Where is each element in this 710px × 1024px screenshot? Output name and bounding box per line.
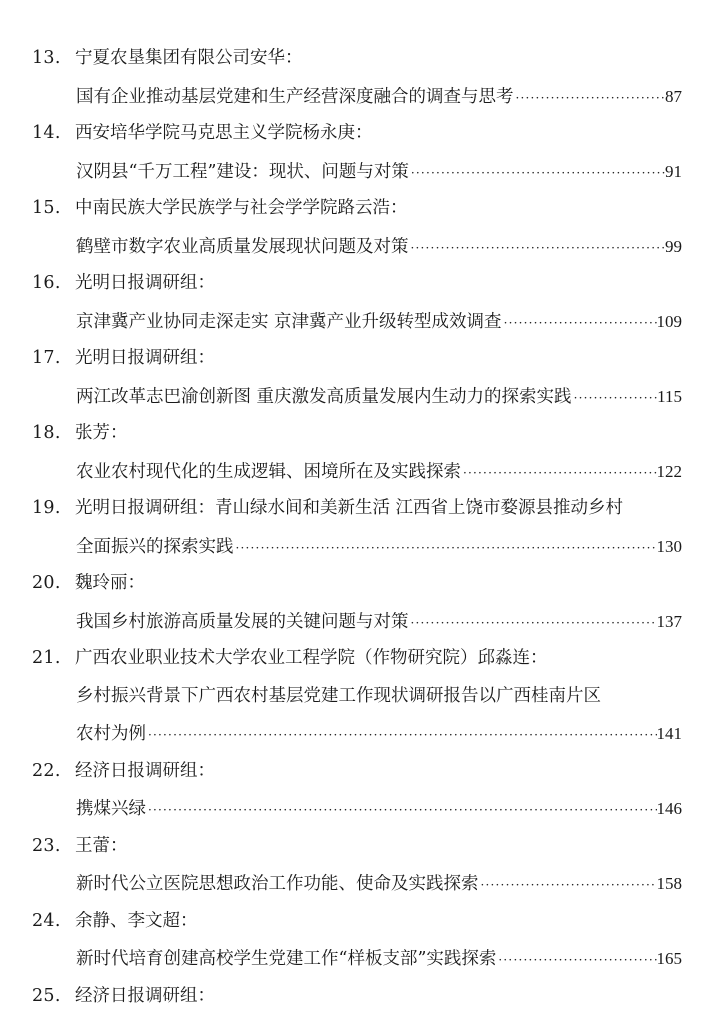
dot-leader (479, 867, 657, 905)
entry-header (0, 828, 710, 866)
entry-title-line[interactable] (0, 715, 710, 753)
entry-title-line[interactable] (0, 940, 710, 978)
entry-author: 西安培华学院马克思主义学院杨永庚： (75, 123, 373, 143)
toc-entry (0, 565, 710, 640)
dot-leader (514, 80, 666, 118)
entry-header (0, 115, 710, 153)
entry-title: 鹤壁市数字农业高质量发展现状问题及对策 (76, 236, 409, 257)
dot-leader (409, 230, 666, 268)
entry-author: 宁夏农垦集团有限公司安华： (75, 48, 303, 68)
dot-leader (496, 942, 656, 980)
toc-entry (0, 190, 710, 265)
entry-header (0, 753, 710, 791)
entry-page-number: 165 (656, 949, 682, 968)
entry-page-number: 141 (656, 724, 682, 743)
entry-author: 光明日报调研组：青山绿水间和美新生活 江西省上饶市婺源县推动乡村 (75, 498, 624, 518)
entry-header (0, 415, 710, 453)
toc-entry (0, 640, 710, 753)
entry-title: 乡村振兴背景下广西农村基层党建工作现状调研报告以广西桂南片区 (76, 685, 601, 706)
entry-page-number: 158 (656, 874, 682, 893)
entry-author: 经济日报调研组： (75, 985, 215, 1006)
toc-entry (0, 265, 710, 340)
toc-entry (0, 828, 710, 903)
entry-header (0, 490, 710, 528)
entry-page-number: 87 (665, 86, 682, 106)
entry-number: 21. (32, 648, 61, 668)
entry-title-line[interactable] (0, 78, 710, 116)
entry-header (0, 265, 710, 303)
entry-header (0, 190, 710, 228)
toc-entry (0, 978, 710, 1016)
entry-page-number: 146 (656, 799, 682, 818)
dot-leader (502, 305, 657, 343)
dot-leader (461, 455, 657, 493)
entry-page-number: 122 (656, 461, 682, 481)
entry-page-number: 130 (656, 536, 682, 556)
entry-title: 全面振兴的探索实践 (76, 536, 234, 557)
entry-title-line[interactable] (0, 603, 710, 641)
dot-leader (409, 605, 657, 643)
entry-header (0, 340, 710, 378)
toc-entry (0, 340, 710, 415)
entry-author: 张芳： (75, 423, 128, 443)
dot-leader (234, 530, 657, 568)
entry-number: 18. (32, 423, 61, 443)
entry-title-line[interactable] (0, 678, 710, 716)
entry-page-number: 137 (656, 611, 682, 631)
entry-number: 24. (32, 910, 61, 931)
entry-author: 魏玲丽： (75, 573, 145, 593)
entry-title: 农业农村现代化的生成逻辑、困境所在及实践探索 (76, 461, 461, 482)
entry-title-line[interactable] (0, 153, 710, 191)
entry-title: 两江改革志巴渝创新图 重庆激发高质量发展内生动力的探索实践 (76, 386, 572, 407)
table-of-contents (0, 40, 710, 1015)
toc-entry (0, 115, 710, 190)
entry-page-number: 115 (657, 386, 682, 406)
entry-number: 25. (32, 985, 61, 1006)
entry-author: 光明日报调研组： (75, 348, 215, 368)
entry-title-line[interactable] (0, 865, 710, 903)
entry-number: 13. (32, 48, 61, 68)
entry-number: 15. (32, 198, 61, 218)
toc-entry (0, 40, 710, 115)
entry-number: 14. (32, 123, 61, 143)
toc-entry (0, 903, 710, 978)
entry-title: 汉阴县“千万工程”建设：现状、问题与对策 (76, 161, 409, 182)
entry-number: 19. (32, 498, 61, 518)
toc-entry (0, 415, 710, 490)
entry-header (0, 40, 710, 78)
entry-author: 王蕾： (75, 835, 128, 856)
entry-header (0, 903, 710, 941)
entry-page-number: 99 (665, 236, 682, 256)
entry-title: 新时代培育创建高校学生党建工作“样板支部”实践探索 (76, 949, 497, 969)
entry-title-line[interactable] (0, 453, 710, 491)
entry-title: 国有企业推动基层党建和生产经营深度融合的调查与思考 (76, 86, 514, 107)
entry-title-line[interactable] (0, 378, 710, 416)
toc-entry (0, 490, 710, 565)
entry-header (0, 565, 710, 603)
entry-author: 余静、李文超： (75, 910, 198, 931)
entry-title: 京津冀产业协同走深走实 京津冀产业升级转型成效调查 (76, 311, 502, 332)
entry-number: 22. (32, 760, 61, 781)
entry-number: 17. (32, 348, 61, 368)
dot-leader (572, 380, 658, 418)
entry-title-line[interactable] (0, 790, 710, 828)
entry-number: 20. (32, 573, 61, 593)
entry-title-line[interactable] (0, 303, 710, 341)
entry-page-number: 91 (665, 161, 682, 181)
dot-leader (146, 792, 657, 830)
entry-author: 中南民族大学民族学与社会学学院路云浩： (75, 198, 408, 218)
entry-author: 光明日报调研组： (75, 273, 215, 293)
entry-number: 23. (32, 835, 61, 856)
dot-leader (409, 155, 665, 193)
entry-title-line[interactable] (0, 228, 710, 266)
entry-header (0, 640, 710, 678)
dot-leader (146, 717, 657, 755)
toc-entry (0, 753, 710, 828)
entry-header (0, 978, 710, 1016)
entry-page-number: 109 (656, 311, 682, 331)
entry-title-line[interactable] (0, 528, 710, 566)
entry-author: 经济日报调研组： (75, 760, 215, 781)
entry-title-continued: 农村为例 (76, 724, 146, 744)
entry-title: 新时代公立医院思想政治工作功能、使命及实践探索 (76, 874, 479, 894)
entry-number: 16. (32, 273, 61, 293)
entry-title: 携煤兴绿 (76, 799, 146, 819)
entry-author: 广西农业职业技术大学农业工程学院（作物研究院）邱淼连： (75, 648, 548, 668)
entry-title: 我国乡村旅游高质量发展的关键问题与对策 (76, 611, 409, 632)
